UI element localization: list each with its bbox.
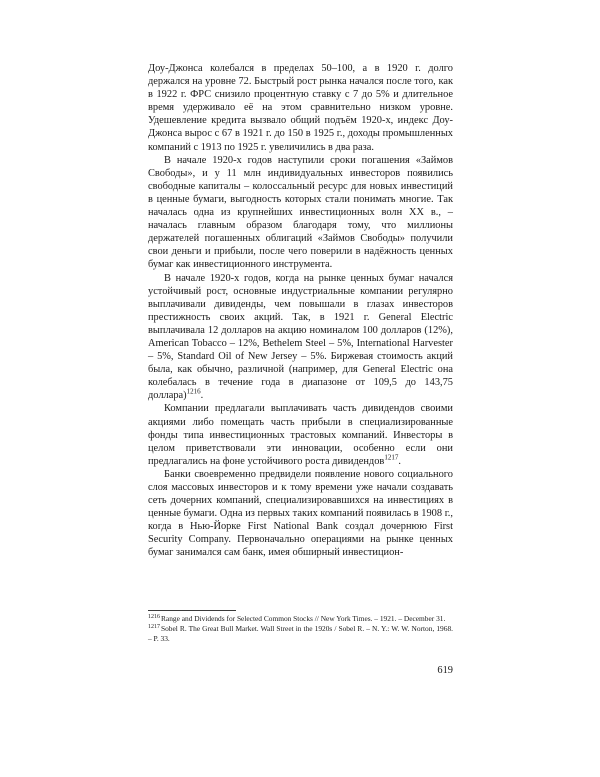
paragraph: Доу-Джонса колебался в пределах 50–100, а в 1920 г. долго держался на уровне 72. Быстрый рост рынка начался после того, как в 1922 г. ФРС снизило процентную ставку с 7 до 5% и длительное время удерживало её на этом сравнительно низком уровне. Удешевление кредита вызвало общий подъём 1920-х, индекс Доу-Джонса вырос с 67 в 1921 г. до 150 в 1925 г., доходы промышленных компаний с 1913 по 1925 г. увеличились в два раза. [148,63,453,153]
footnote-text: Range and Dividends for Selected Common Stocks // New York Times. – 1921. – December 31. [161,614,446,623]
footnote-divider [148,610,236,611]
paragraph: Банки своевременно предвидели появление нового социального слоя массовых инвесторов и к тому времени уже начали создавать сеть дочерних компаний, специализировавшихся на инвестициях в ценные бумаги. Одна из первых таких компаний появилась в 1908 г., когда в Нью-Йорке First National Bank создал дочернюю First Security Company. Первоначально операциями на рынке ценных бумаг занимался сам банк, имея обширный инвестицион- [148,468,453,559]
footnote-item [148,614,453,623]
footnote-number: 1217 [148,623,160,630]
paragraph: В начале 1920-х годов наступили сроки погашения «Займов Свободы», и у 11 млн индивидуальных инвесторов появились свободные капиталы – колоссальный ресурс для новых инвестиций в ценные бумаги, выгодность которых стали понимать многие. Так началась одна из крупнейших инвестиционных волн XX в., – началась главным образом благодаря тому, что миллионы держателей погашенных облигаций «Займов Свободы» получили свои деньги и прибыли, после чего поверили в надёжность ценных бумаг как инвестиционного инструмента. [148,154,453,271]
body-text [148,62,453,560]
paragraph-text: Компании предлагали выплачивать часть дивидендов своими акциями либо помещать часть прибыли в специализированные фонды типа инвестиционных трастовых компаний. Инвесторы в целом приветствовали эти инновации, особенно если они предлагались на фоне устойчивого роста дивидендов [148,403,453,467]
footnote-text: Sobel R. The Great Bull Market. Wall Street in the 1920s / Sobel R. – N. Y.: W. W. Norton, 1968. – P. 33. [148,624,453,643]
footnote-reference: 1217 [384,453,399,462]
page-number: 619 [437,665,453,676]
paragraph: В начале 1920-х годов, когда на рынке ценных бумаг начался устойчивый рост, основные индустриальные компании регулярно выплачивали дивиденды, чем повышали в глазах инвесторов престижность своих акций. Так, в 1921 г. General Electric выплачивала 12 долларов на акцию номиналом 100 долларов (12%), American Tobacco – 12%, Bethelem Steel – 5%, International Harvester – 5%, Standard Oil of New Jersey – 5%. Биржевая стоимость акций была, как обычно, различной (например, для General Electric она колебалась в течение года в диапазоне от 109,5 до 143,75 доллара)$^{1216}$. [148,272,453,402]
footnotes-section [148,610,453,644]
footnote-item [148,624,453,643]
footnote-reference: 1216 [186,387,201,396]
paragraph-text: В начале 1920-х годов, когда на рынке ценных бумаг начался устойчивый рост, основные индустриальные компании регулярно выплачивали дивиденды, чем повышали в глазах инвесторов престижность своих акций. Так, в 1921 г. General Electric выплачивала 12 долларов на акцию номиналом 100 долларов (12%), American Tobacco – 12%, Bethelem Steel – 5%, International Harvester – 5%, Standard Oil of New Jersey – 5%. Биржевая стоимость акций была, как обычно, различной (например, для General Electric она колебалась в течение года в диапазоне от 109,5 до 143,75 доллара) [148,272,453,402]
footnote-number: 1216 [148,613,160,620]
paragraph: Компании предлагали выплачивать часть дивидендов своими акциями либо помещать часть прибыли в специализированные фонды типа инвестиционных трастовых компаний. Инвесторы в целом приветствовали эти инновации, особенно если они предлагались на фоне устойчивого роста дивидендов$^{1217}$. [148,403,453,467]
